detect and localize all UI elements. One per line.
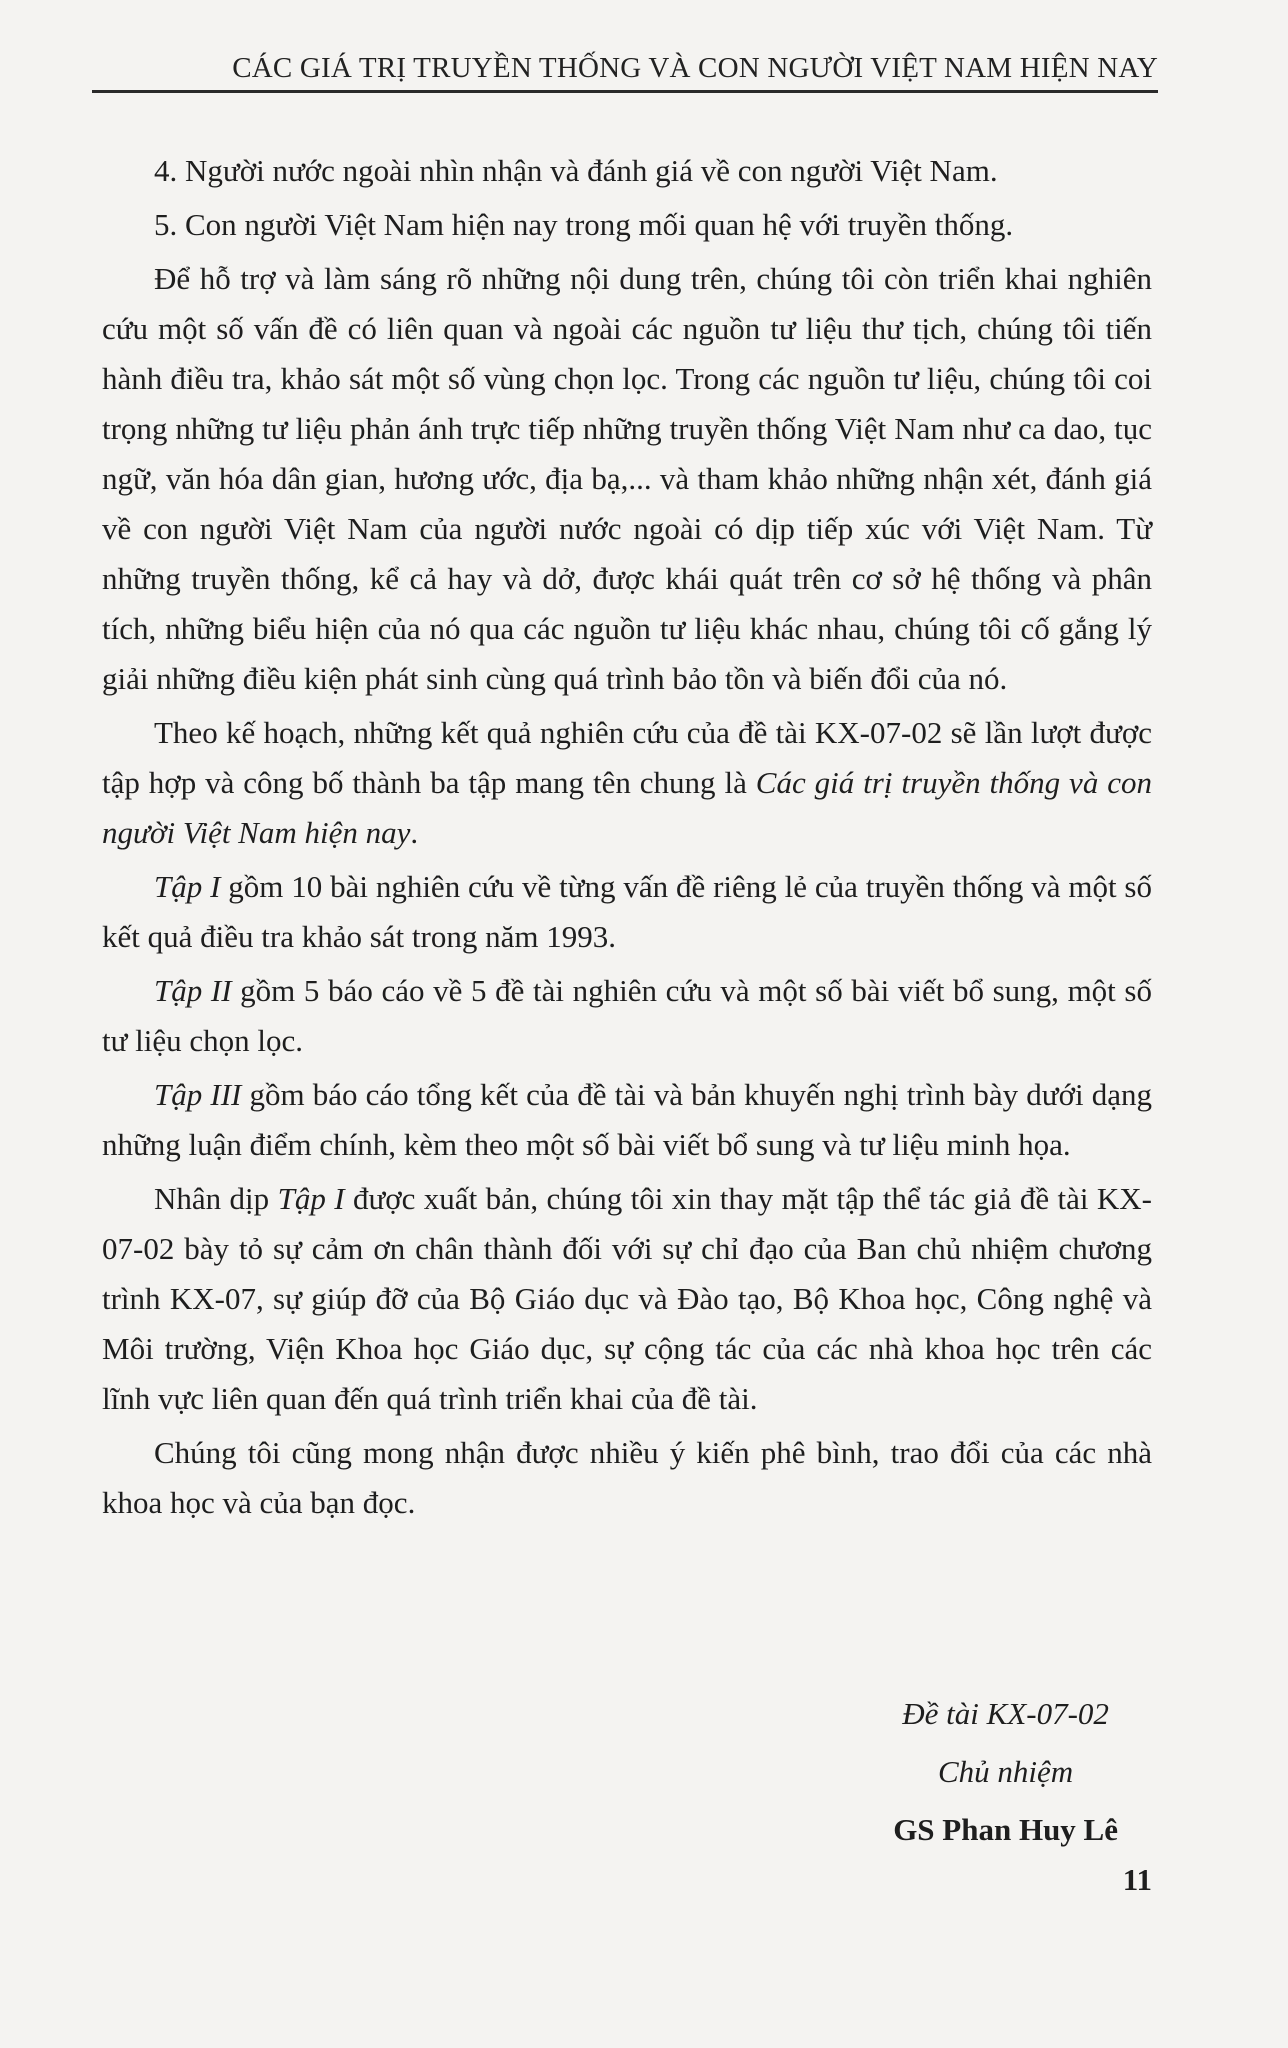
plan-text-end: . xyxy=(410,815,419,850)
paragraph-acknowledgements xyxy=(102,1174,1152,1424)
paragraph-publication-plan xyxy=(102,708,1152,858)
signature-project: Đề tài KX-07-02 xyxy=(902,1696,1109,1731)
page-number: 11 xyxy=(1122,1862,1152,1897)
volume-3-label: Tập III xyxy=(154,1077,242,1112)
page-body xyxy=(102,146,1152,1532)
paragraph-volume-1 xyxy=(102,862,1152,962)
paragraph-volume-2 xyxy=(102,966,1152,1066)
thanks-volume-label: Tập I xyxy=(277,1181,345,1216)
header-rule xyxy=(92,90,1158,93)
paragraph-volume-3 xyxy=(102,1070,1152,1170)
thanks-start: Nhân dịp xyxy=(154,1181,278,1216)
signature-block xyxy=(893,1685,1118,1859)
paragraph-closing: Chúng tôi cũng mong nhận được nhiều ý kiến phê bình, trao đổi của các nhà khoa học và của bạn đọc. xyxy=(102,1435,1152,1520)
list-item-5: 5. Con người Việt Nam hiện nay trong mối quan hệ với truyền thống. xyxy=(154,207,1014,242)
thanks-text: được xuất bản, chúng tôi xin thay mặt tập thể tác giả đề tài KX-07-02 bày tỏ sự cảm ơn chân thành đối với sự chỉ đạo của Ban chủ nhiệm chương trình KX-07, sự giúp đỡ của Bộ Giáo dục và Đào tạo, Bộ Khoa học, Công nghệ và Môi trường, Viện Khoa học Giáo dục, sự cộng tác của các nhà khoa học trên các lĩnh vực liên quan đến quá trình triển khai của đề tài. xyxy=(102,1181,1152,1416)
volume-2-label: Tập II xyxy=(154,973,232,1008)
running-header: CÁC GIÁ TRỊ TRUYỀN THỐNG VÀ CON NGƯỜI VIỆT NAM HIỆN NAY xyxy=(232,52,1158,84)
volume-2-text: gồm 5 báo cáo về 5 đề tài nghiên cứu và một số bài viết bổ sung, một số tư liệu chọn lọc. xyxy=(102,973,1152,1058)
series-title: Các giá trị truyền thống và con người Việt Nam hiện nay xyxy=(102,765,1152,850)
volume-1-text: gồm 10 bài nghiên cứu về từng vấn đề riêng lẻ của truyền thống và một số kết quả điều tra khảo sát trong năm 1993. xyxy=(102,869,1152,954)
volume-3-text: gồm báo cáo tổng kết của đề tài và bản khuyến nghị trình bày dưới dạng những luận điểm chính, kèm theo một số bài viết bổ sung và tư liệu minh họa. xyxy=(102,1077,1152,1162)
paragraph-research-sources: Để hỗ trợ và làm sáng rõ những nội dung trên, chúng tôi còn triển khai nghiên cứu một số vấn đề có liên quan và ngoài các nguồn tư liệu thư tịch, chúng tôi tiến hành điều tra, khảo sát một số vùng chọn lọc. Trong các nguồn tư liệu, chúng tôi coi trọng những tư liệu phản ánh trực tiếp những truyền thống Việt Nam như ca dao, tục ngữ, văn hóa dân gian, hương ước, địa bạ,... và tham khảo những nhận xét, đánh giá về con người Việt Nam của người nước ngoài có dịp tiếp xúc với Việt Nam. Từ những truyền thống, kể cả hay và dở, được khái quát trên cơ sở hệ thống và phân tích, những biểu hiện của nó qua các nguồn tư liệu khác nhau, chúng tôi cố gắng lý giải những điều kiện phát sinh cùng quá trình bảo tồn và biến đổi của nó. xyxy=(102,261,1152,696)
signature-name: GS Phan Huy Lê xyxy=(893,1812,1118,1847)
plan-text: Theo kế hoạch, những kết quả nghiên cứu của đề tài KX-07-02 sẽ lần lượt được tập hợp và công bố thành ba tập mang tên chung là xyxy=(102,715,1152,800)
list-item-4: 4. Người nước ngoài nhìn nhận và đánh giá về con người Việt Nam. xyxy=(154,153,998,188)
volume-1-label: Tập I xyxy=(154,869,221,904)
signature-role: Chủ nhiệm xyxy=(938,1754,1074,1789)
